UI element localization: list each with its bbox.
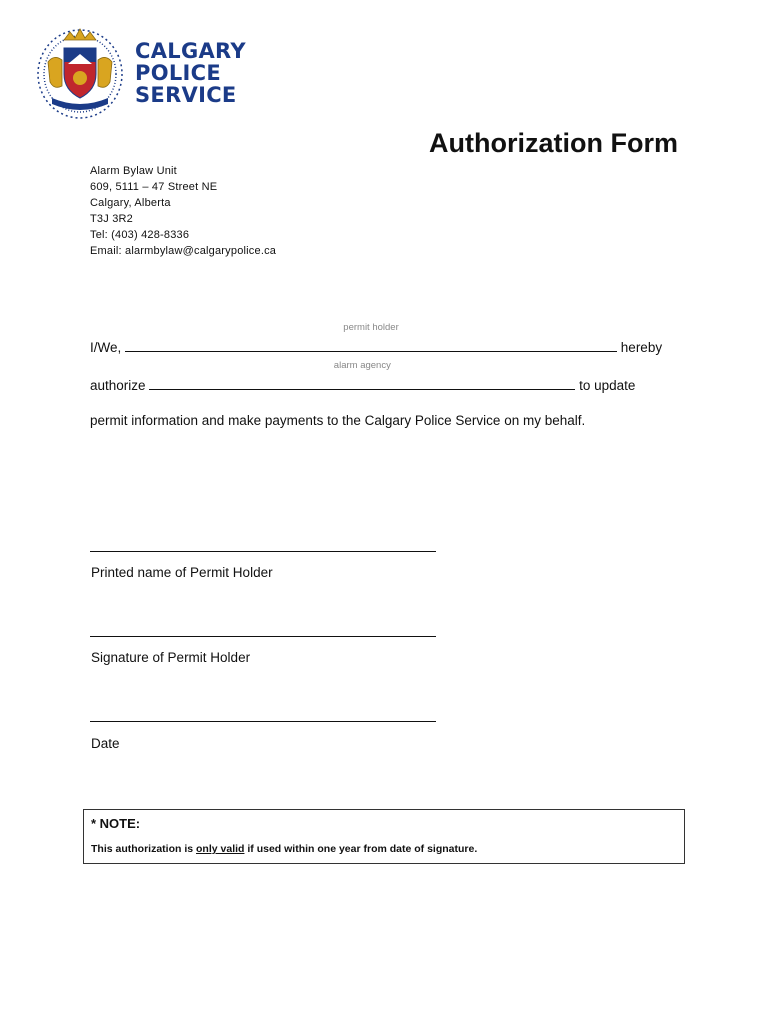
authorization-statement: permit information and make payments to the Calgary Police Service on my behalf. bbox=[90, 413, 586, 428]
alarm-agency-suffix: to update bbox=[579, 378, 636, 393]
printed-name-label: Printed name of Permit Holder bbox=[91, 565, 273, 580]
alarm-agency-hint: alarm agency bbox=[333, 360, 391, 371]
address-line: T3J 3R2 bbox=[90, 213, 133, 225]
alarm-agency-row bbox=[90, 360, 636, 393]
note-text-before: This authorization is bbox=[91, 843, 194, 855]
printed-name-line[interactable] bbox=[90, 551, 436, 552]
permit-holder-field[interactable] bbox=[125, 322, 617, 352]
date-line[interactable] bbox=[90, 721, 436, 722]
signature-line[interactable] bbox=[90, 636, 436, 637]
date-label: Date bbox=[91, 736, 120, 751]
address-block bbox=[90, 163, 276, 259]
calgary-police-crest-logo bbox=[34, 24, 126, 120]
note-heading: * NOTE: bbox=[91, 816, 141, 831]
permit-holder-prefix: I/We, bbox=[90, 340, 122, 355]
permit-holder-suffix: hereby bbox=[620, 340, 663, 355]
permit-holder-row bbox=[90, 322, 663, 355]
alarm-agency-prefix: authorize bbox=[90, 378, 146, 393]
alarm-agency-field[interactable] bbox=[149, 360, 575, 390]
note-text bbox=[91, 843, 477, 855]
address-line: Alarm Bylaw Unit bbox=[90, 165, 177, 177]
note-text-emphasis: only valid bbox=[196, 843, 245, 855]
permit-holder-hint: permit holder bbox=[343, 322, 399, 333]
address-line: Calgary, Alberta bbox=[90, 197, 171, 209]
wordmark-line-1: CALGARY bbox=[135, 39, 246, 63]
address-line: 609, 5111 – 47 Street NE bbox=[90, 181, 218, 193]
address-line: Tel: (403) 428-8336 bbox=[90, 229, 190, 241]
address-line: Email: alarmbylaw@calgarypolice.ca bbox=[90, 245, 277, 257]
calgary-police-service-wordmark bbox=[135, 40, 246, 106]
signature-label: Signature of Permit Holder bbox=[91, 650, 251, 665]
wordmark-line-3: SERVICE bbox=[135, 83, 237, 107]
note-text-after: if used within one year from date of signature. bbox=[247, 843, 478, 855]
wordmark-line-2: POLICE bbox=[135, 61, 221, 85]
page-title: Authorization Form bbox=[429, 128, 678, 158]
note-box bbox=[83, 809, 685, 864]
